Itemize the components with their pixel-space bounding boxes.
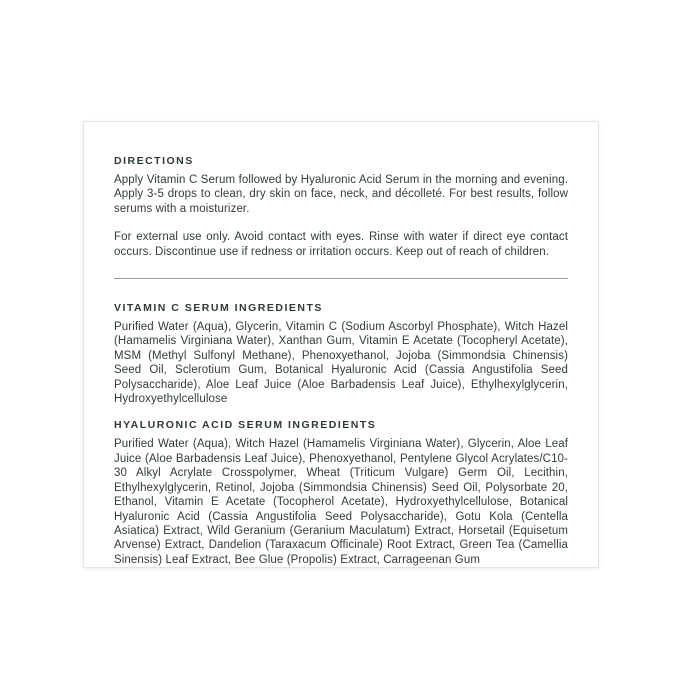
vitamin-c-ingredients-section <box>114 302 568 406</box>
label-card <box>83 121 599 568</box>
vitamin-c-ingredients-text: Purified Water (Aqua), Glycerin, Vitamin C (Sodium Ascorbyl Phosphate), Witch Hazel (Hamamelis Virginiana Water), Xanthan Gum, Vitamin E Acetate (Tocopheryl Acetate), MSM (Methyl Sulfonyl Methane), Phenoxyethanol, Jojoba (Simmondsia Chinensis) Seed Oil, Sclerotium Gum, Botanical Hyaluronic Acid (Cassia Angustifolia Seed Polysaccharide), Aloe Leaf Juice (Aloe Barbadensis Leaf Juice), Ethylhexylglycerin, Hydroxyethylcellulose <box>114 321 568 406</box>
directions-text: Apply Vitamin C Serum followed by Hyaluronic Acid Serum in the morning and evening. Apply 3-5 drops to clean, dry skin on face, neck, and décolleté. For best results, follow serums with a moisturizer. <box>114 174 568 215</box>
hyaluronic-ingredients-heading: HYALURONIC ACID SERUM INGREDIENTS <box>114 419 377 432</box>
warning-text: For external use only. Avoid contact with eyes. Rinse with water if direct eye contact occurs. Discontinue use if redness or irritation occurs. Keep out of reach of children. <box>114 231 568 258</box>
directions-heading: DIRECTIONS <box>114 155 194 167</box>
section-divider <box>114 278 568 279</box>
directions-section <box>114 155 568 259</box>
hyaluronic-ingredients-text: Purified Water (Aqua), Witch Hazel (Hamamelis Virginiana Water), Glycerin, Aloe Leaf Juice (Aloe Barbadensis Leaf Juice), Phenoxyethanol, Pentylene Glycol Acrylates/C10-30 Alkyl Acrylate Crosspolymer, Wheat (Triticum Vulgare) Germ Oil, Lecithin, Ethylhexylglycerin, Retinol, Jojoba (Simmondsia Chinensis) Seed Oil, Polysorbate 20, Ethanol, Vitamin E Acetate (Tocopherol Acetate), Hydroxyethylcellulose, Botanical Hyaluronic Acid (Cassia Angustifolia Seed Polysaccharide), Gotu Kola (Centella Asiatica) Extract, Wild Geranium (Geranium Maculatum) Extract, Horsetail (Equisetum Arvense) Extract, Dandelion (Taraxacum Officinale) Root Extract, Green Tea (Camellia Sinensis) Leaf Extract, Bee Glue (Propolis) Extract, Carrageenan Gum <box>114 438 568 566</box>
hyaluronic-ingredients-section <box>114 419 568 567</box>
vitamin-c-ingredients-heading: VITAMIN C SERUM INGREDIENTS <box>114 302 323 315</box>
